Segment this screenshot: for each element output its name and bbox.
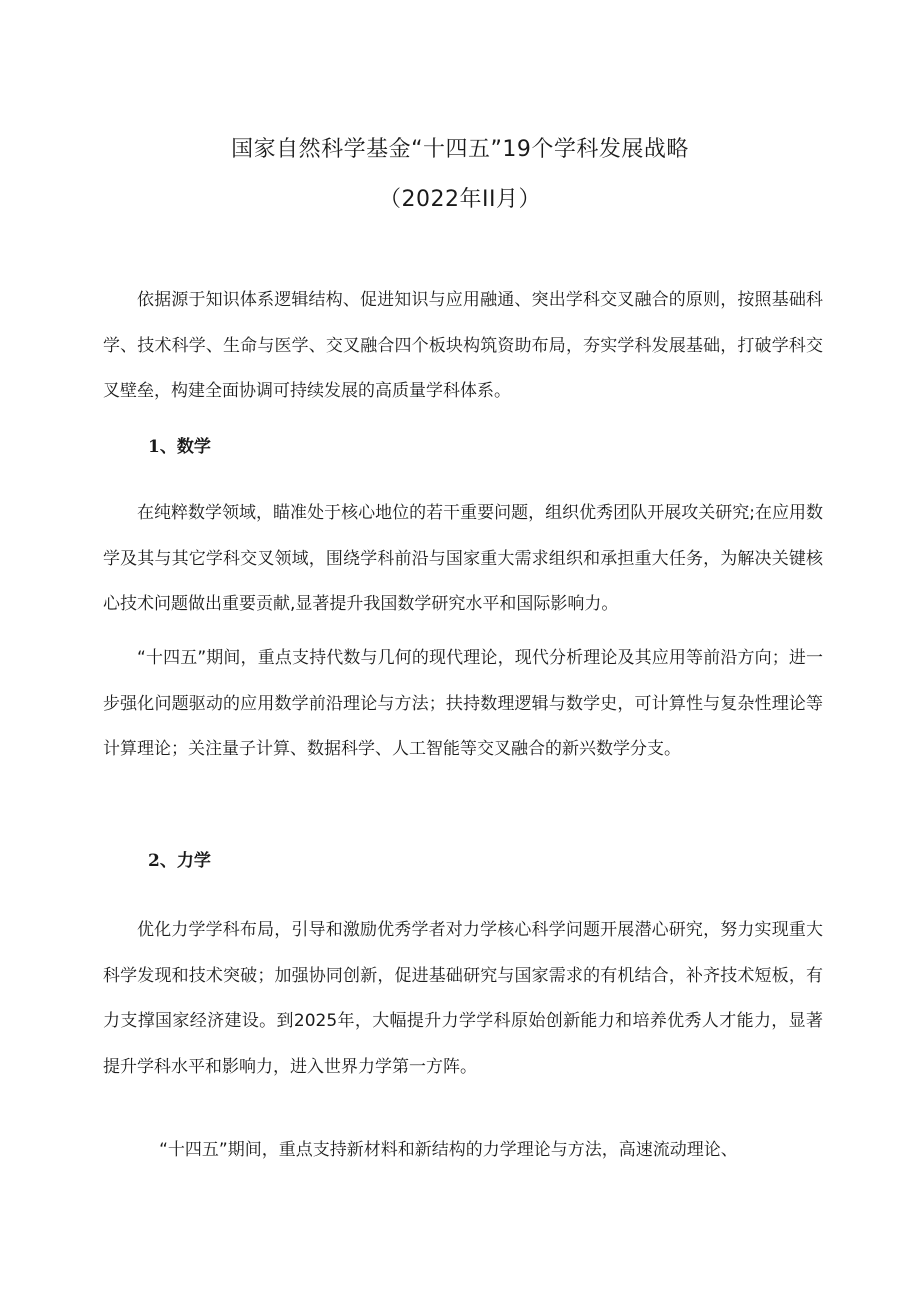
section-heading-math: 1、数学 [148, 437, 211, 457]
mechanics-paragraph-2: “十四五”期间，重点支持新材料和新结构的力学理论与方法，高速流动理论、 [159, 1140, 738, 1160]
document-title: 国家自然科学基金“十四五”19个学科发展战略 [231, 137, 689, 162]
document-subtitle: （2022年II月） [379, 187, 541, 212]
section-heading-mechanics: 2、力学 [148, 851, 211, 871]
math-paragraph-1: 在纯粹数学领域，瞄准处于核心地位的若干重要问题，组织优秀团队开展攻关研究;在应用数学及其与其它学科交叉领域，围绕学科前沿与国家重大需求组织和承担重大任务，为解决关键核心技术问题做出重要贡献,显著提升我国数学研究水平和国际影响力。 [103, 503, 823, 614]
intro-paragraph: 依据源于知识体系逻辑结构、促进知识与应用融通、突出学科交叉融合的原则，按照基础科学、技术科学、生命与医学、交叉融合四个板块构筑资助布局，夯实学科发展基础，打破学科交叉壁垒，构建全面协调可持续发展的高质量学科体系。 [103, 290, 823, 401]
mechanics-paragraph-1: 优化力学学科布局，引导和激励优秀学者对力学核心科学问题开展潜心研究，努力实现重大科学发现和技术突破；加强协同创新，促进基础研究与国家需求的有机结合，补齐技术短板，有力支撑国家经济建设。到2025年，大幅提升力学学科原始创新能力和培养优秀人才能力，显著提升学科水平和影响力，进入世界力学第一方阵。 [103, 920, 823, 1077]
math-paragraph-2: “十四五”期间，重点支持代数与几何的现代理论，现代分析理论及其应用等前沿方向；进一步强化问题驱动的应用数学前沿理论与方法；扶持数理逻辑与数学史，可计算性与复杂性理论等计算理论；关注量子计算、数据科学、人工智能等交叉融合的新兴数学分支。 [103, 648, 823, 759]
